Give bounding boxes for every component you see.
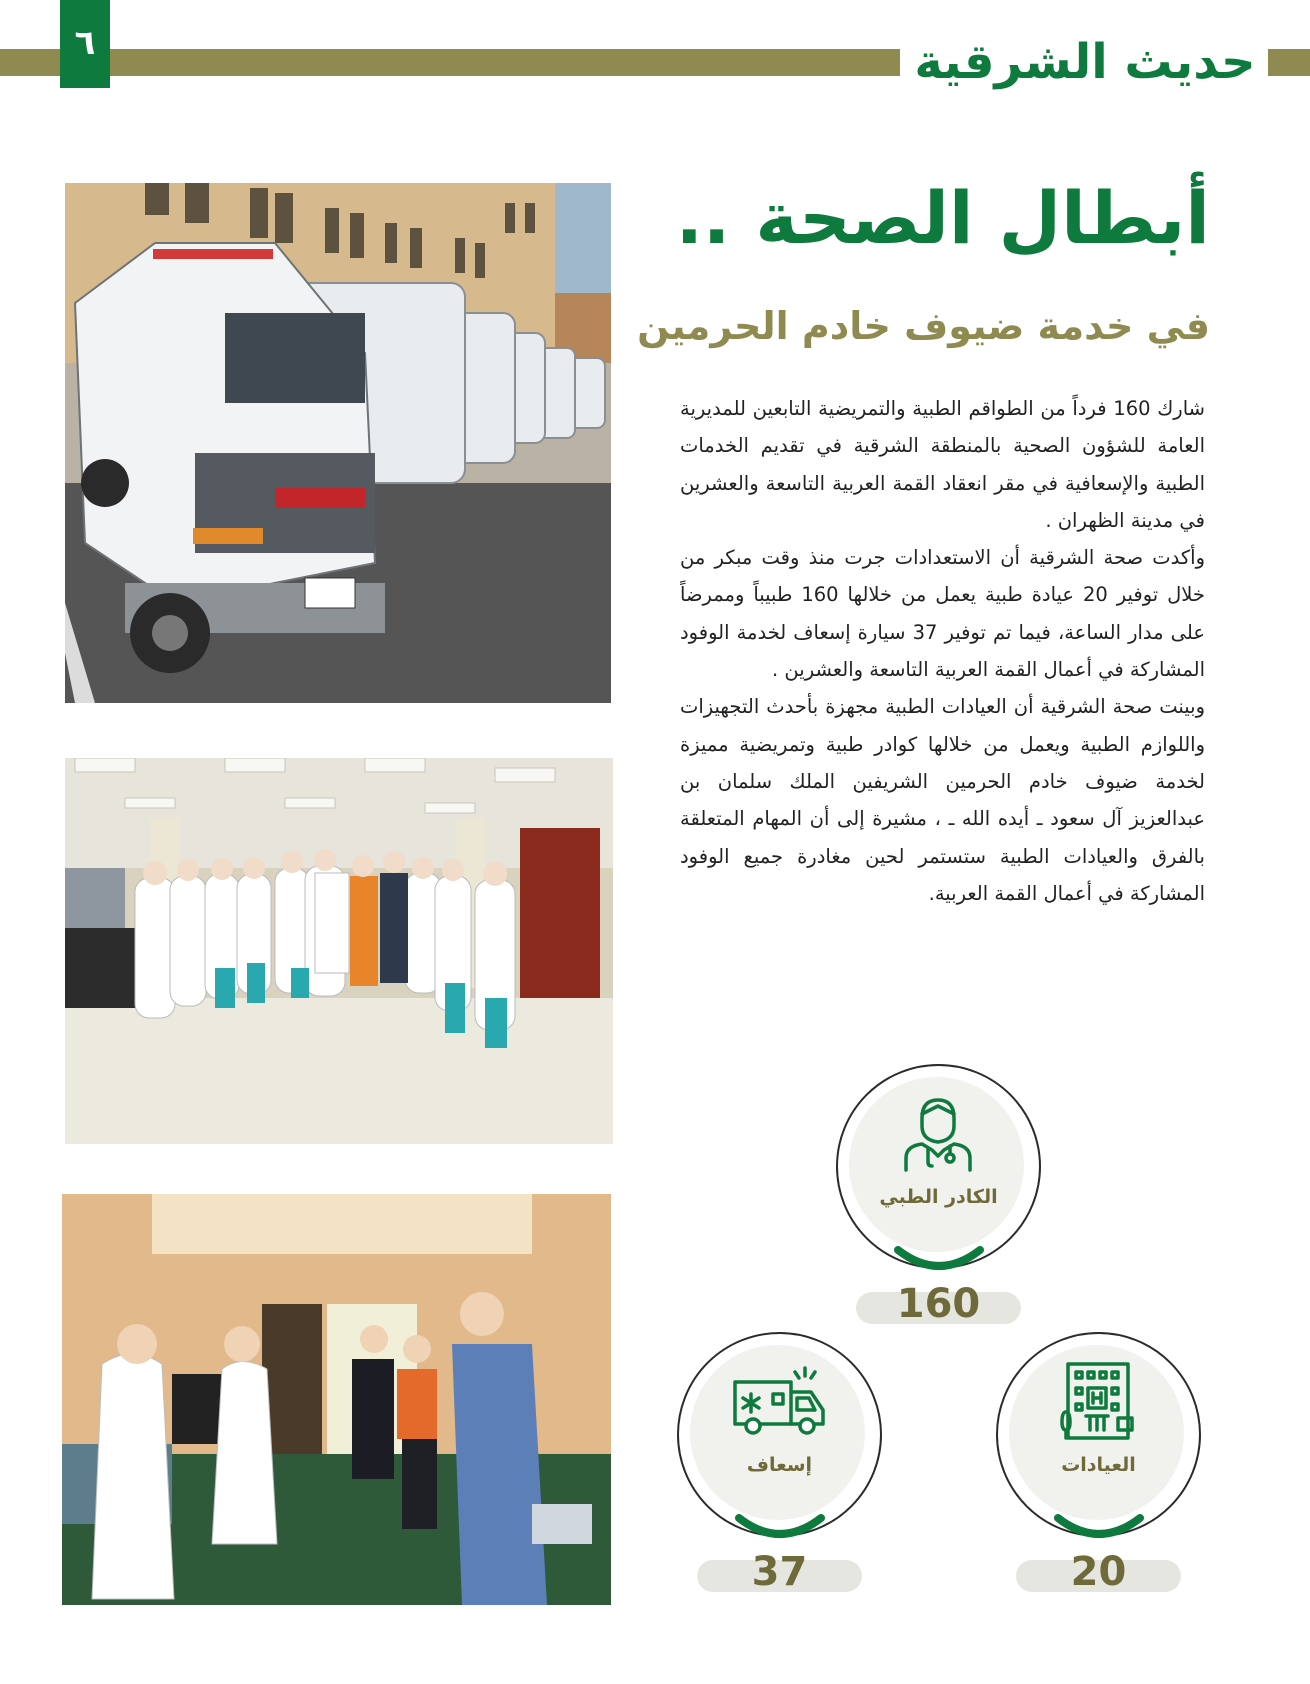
article-paragraph: وبينت صحة الشرقية أن العيادات الطبية مجهزة بأحدث التجهيزات واللوازم الطبية ويعمل من خلالها كوادر طبية وتمريضية مميزة لخدمة ضيوف خادم الحرمين الشريفين الملك سلمان بن عبدالعزيز آل سعود ـ أيده الله ـ ، مشيرة إلى أن المهام المتعلقة بالفرق والعيادات الطبية ستستمر لحين مغادرة جميع الوفود المشاركة في أعمال القمة العربية. xyxy=(680,695,1205,905)
header-bar-left xyxy=(0,49,900,76)
stat-value: 20 xyxy=(1070,1549,1127,1595)
page-number: ٦ xyxy=(60,0,110,88)
header-bar-right xyxy=(1268,49,1310,76)
article-paragraph: شارك 160 فرداً من الطواقم الطبية والتمريضية التابعين للمديرية العامة للشؤون الصحية بالمنطقة الشرقية في تقديم الخدمات الطبية والإسعافية في مقر انعقاد القمة العربية التاسعة والعشرين في مدينة الظهران . xyxy=(680,397,1205,532)
stat-medical-staff xyxy=(836,1064,1041,1344)
stat-label: العيادات xyxy=(1061,1454,1136,1476)
stat-value: 37 xyxy=(751,1549,808,1595)
hospital-icon xyxy=(1058,1360,1138,1440)
article-subtitle: في خدمة ضيوف خادم الحرمين xyxy=(637,304,1210,348)
doctor-icon xyxy=(898,1092,978,1172)
article-paragraph: وأكدت صحة الشرقية أن الاستعدادات جرت منذ وقت مبكر من خلال توفير 20 عيادة طبية يعمل من خلالها 160 طبيباً وممرضاً على مدار الساعة، فيما تم توفير 37 سيارة إسعاف لخدمة الوفود المشاركة في أعمال القمة العربية التاسعة والعشرين . xyxy=(680,546,1206,682)
officials-visit-photo xyxy=(62,1194,611,1605)
stat-ambulances xyxy=(677,1332,882,1612)
ambulance-icon xyxy=(729,1360,829,1440)
section-title: حديث الشرقية xyxy=(914,34,1256,90)
stat-value: 160 xyxy=(896,1281,981,1327)
medical-staff-photo xyxy=(65,758,613,1144)
stat-label: الكادر الطبي xyxy=(879,1186,998,1208)
article-title: أبطال الصحة .. xyxy=(675,176,1210,260)
ambulances-photo xyxy=(65,183,611,703)
article-body xyxy=(680,390,1205,912)
stat-label: إسعاف xyxy=(746,1454,813,1476)
stat-clinics xyxy=(996,1332,1201,1612)
